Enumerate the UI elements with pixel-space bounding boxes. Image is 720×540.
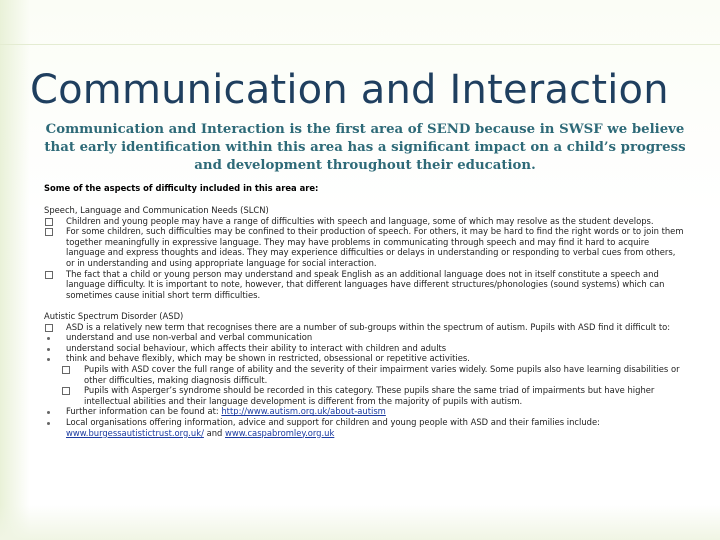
list-item-text: Pupils with ASD cover the full range of ability and the severity of their impairment varies widely. Some pupils also have learning disabilities or other difficulties, making diagnosis difficult.: [84, 363, 680, 385]
intro-text: Some of the aspects of difficulty included in this area are:: [44, 183, 319, 193]
burgess-trust-link[interactable]: www.burgessautistictrust.org.uk/: [66, 427, 204, 438]
bottom-decoration: [0, 505, 720, 540]
further-info-text: Further information can be found at:: [66, 406, 222, 417]
and-text: and: [203, 427, 226, 438]
list-item: [44, 364, 684, 385]
autism-org-link[interactable]: http://www.autism.org.uk/about-autism: [221, 406, 386, 417]
caspa-bromley-link[interactable]: www.caspabromley.org.uk: [225, 427, 335, 438]
list-item: [44, 385, 684, 406]
list-item-text: For some children, such difficulties may be confined to their production of speech. For others, it may be hard to find the right words or to join them together meaningfully in expressive language. They may have problems in communicating through speech and may find it hard to acquire language and express thoughts and ideas. They may experience difficulties or delays in understanding or responding to verbal cues from others, or in understanding and using appropriate language for social interaction.: [66, 226, 684, 268]
list-item: [44, 269, 684, 301]
checkbox-bullet-icon: [45, 226, 59, 239]
slide-title: Communication and Interaction: [30, 67, 669, 113]
list-item: [44, 226, 684, 268]
slcn-section: [44, 205, 684, 300]
checkbox-bullet-icon: [45, 269, 59, 282]
local-orgs-text: Local organisations offering information, advice and support for children and young people with ASD and their families include:: [66, 416, 600, 427]
dot-bullet-icon: [45, 343, 59, 354]
list-item: [44, 322, 684, 333]
slide-subtitle: Communication and Interaction is the first area of SEND because in SWSF we believe that early identification within this area has a significant impact on a child’s progress and development throughout their education.: [44, 122, 686, 173]
list-item-text: understand social behaviour, which affects their ability to interact with children and adults: [66, 342, 447, 353]
dot-bullet-icon: [45, 332, 59, 343]
list-item-text: ASD is a relatively new term that recognises there are a number of sub-groups within the spectrum of autism. Pupils with ASD find it difficult to:: [66, 321, 671, 332]
list-item-text: think and behave flexibly, which may be shown in restricted, obsessional or repetitive activities.: [66, 353, 470, 364]
checkbox-bullet-icon: [62, 385, 76, 398]
list-item: [44, 216, 684, 227]
list-item: [44, 417, 684, 438]
dot-bullet-icon: [45, 417, 59, 428]
list-item-text: Pupils with Asperger’s syndrome should be recorded in this category. These pupils share the same triad of impairments but have higher intellectual abilities and their language development is different from the majority of pupils with autism.: [84, 385, 655, 406]
checkbox-bullet-icon: [62, 364, 76, 377]
list-item-text: understand and use non-verbal and verbal communication: [66, 332, 313, 343]
list-item: [44, 332, 684, 343]
list-item-text: Children and young people may have a range of difficulties with speech and language, some of which may resolve as the student develops.: [66, 215, 654, 226]
left-decoration: [0, 0, 30, 540]
slcn-heading: Speech, Language and Communication Needs (SLCN): [44, 205, 269, 215]
list-item-text: The fact that a child or young person may understand and speak English as an additional language does not in itself constitute a speech and language difficulty. It is important to note, however, that different languages have different structures/phonologies (sound systems) which can sometimes cause initial short term difficulties.: [66, 268, 665, 300]
asd-section: [44, 311, 684, 438]
list-item: [44, 343, 684, 354]
asd-heading: Autistic Spectrum Disorder (ASD): [44, 311, 184, 321]
dot-bullet-icon: [45, 353, 59, 364]
top-divider: [0, 44, 720, 45]
dot-bullet-icon: [45, 406, 59, 417]
list-item: [44, 406, 684, 417]
list-item: [44, 353, 684, 364]
